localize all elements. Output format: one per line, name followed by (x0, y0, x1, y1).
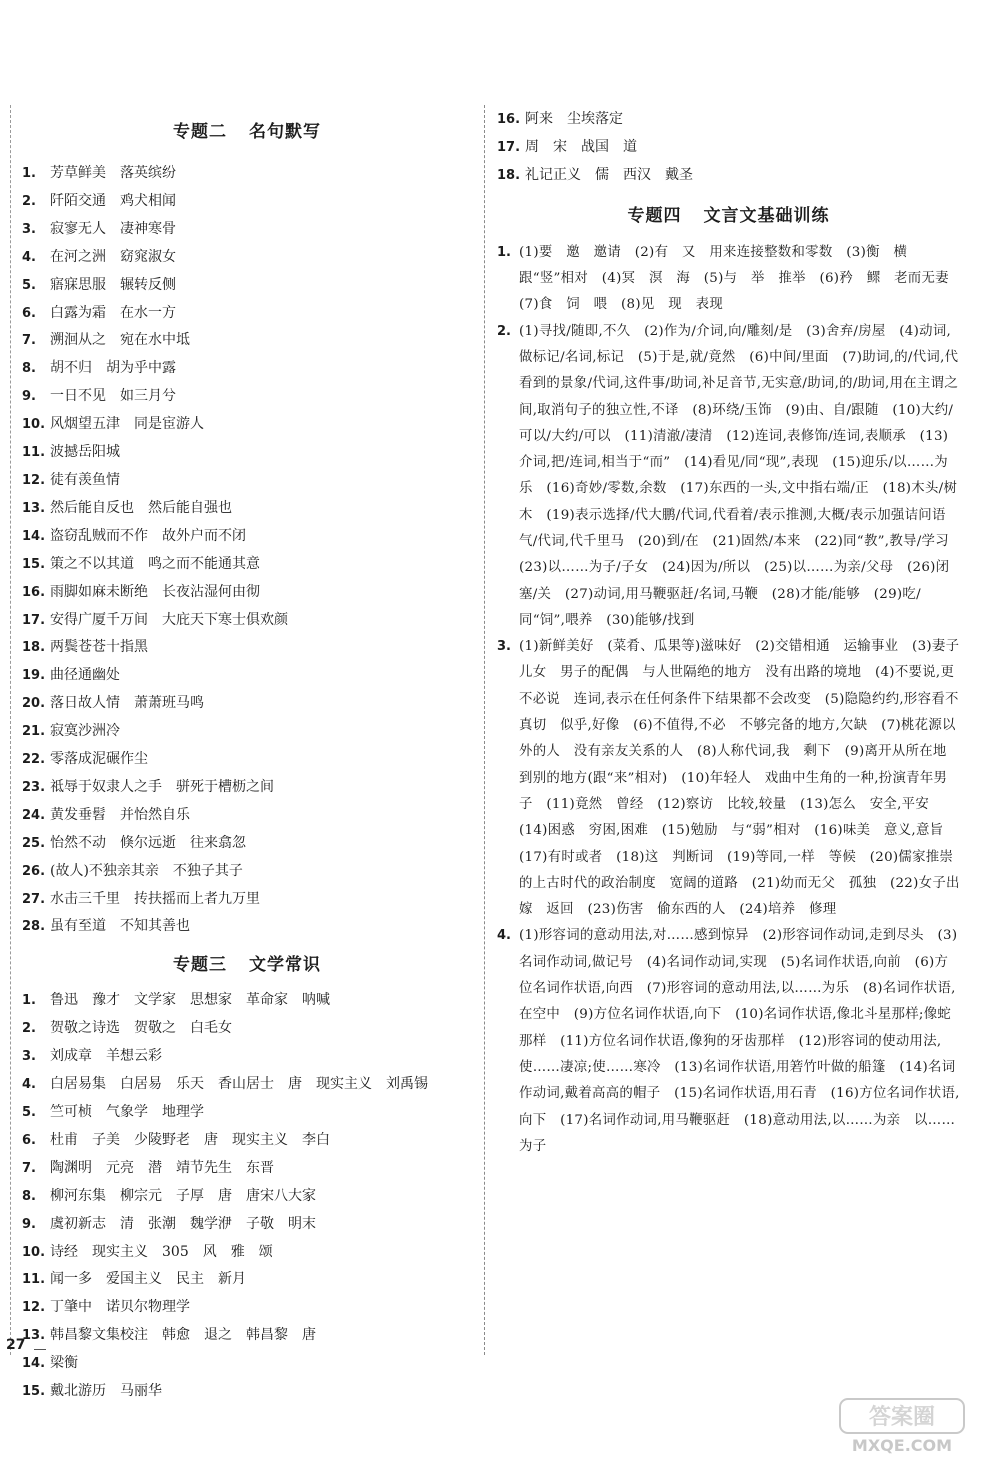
item-text: 安得广厦千万间 大庇天下寒士俱欢颜 (50, 611, 288, 628)
item-text: 芳草鲜美 落英缤纷 (50, 165, 176, 181)
list-item (22, 551, 472, 579)
list-item (22, 1015, 472, 1043)
item-number: 4. (497, 928, 511, 944)
list-item (22, 579, 472, 607)
list-item (22, 662, 472, 690)
section4-list (497, 240, 963, 1160)
item-text: 阡陌交通 鸡犬相闻 (50, 192, 176, 209)
item-text: (故人)不独亲其亲 不独子其子 (50, 862, 243, 879)
list-item (497, 106, 960, 134)
list-item (22, 1322, 472, 1350)
item-number: 1. (497, 244, 511, 260)
section2-heading (22, 112, 472, 152)
item-text: 溯洄从之 宛在水中坻 (50, 332, 190, 349)
left-margin-rule (10, 105, 11, 1355)
list-item (22, 160, 472, 188)
item-number: 11. (22, 445, 46, 461)
item-text: 波撼岳阳城 (50, 444, 120, 461)
item-number: 8. (22, 1188, 36, 1204)
item-number: 28. (22, 919, 46, 935)
section3-list-right (497, 106, 960, 190)
list-item (22, 987, 472, 1015)
item-number: 17. (497, 139, 521, 155)
item-number: 12. (22, 1300, 46, 1316)
list-item (22, 383, 472, 411)
item-number: 5. (22, 277, 36, 293)
item-text: 胡不归 胡为乎中露 (50, 360, 176, 377)
item-number: 1. (22, 993, 36, 1009)
list-item (22, 272, 472, 300)
section2-name: 名句默写 (249, 122, 321, 142)
item-number: 14. (22, 528, 46, 544)
list-item (22, 1099, 472, 1127)
item-text: 风烟望五津 同是宦游人 (50, 416, 204, 433)
item-number: 2. (22, 1021, 36, 1037)
item-text: 柳河东集 柳宗元 子厚 唐 唐宋八大家 (50, 1187, 316, 1204)
list-item (22, 774, 472, 802)
list-item (22, 1127, 472, 1155)
item-text: 丁肇中 诺贝尔物理学 (50, 1299, 190, 1316)
item-text: 祗辱于奴隶人之手 骈死于槽枥之间 (50, 778, 274, 795)
left-column (22, 0, 472, 1406)
item-number: 9. (22, 389, 36, 405)
list-item (22, 1294, 472, 1322)
item-number: 4. (22, 249, 36, 265)
section2-list (22, 160, 472, 941)
list-item (22, 1266, 472, 1294)
section3-heading (22, 945, 472, 985)
item-text: 闻一多 爱国主义 民主 新月 (50, 1271, 246, 1288)
list-item (22, 467, 472, 495)
list-item (22, 913, 472, 941)
item-text: 零落成泥碾作尘 (50, 751, 148, 768)
item-number: 11. (22, 1272, 46, 1288)
list-item (22, 607, 472, 635)
section4-heading (497, 196, 960, 236)
item-number: 3. (22, 221, 36, 237)
item-number: 1. (22, 166, 36, 181)
list-item (22, 1239, 472, 1267)
item-number: 12. (22, 472, 46, 488)
list-item (22, 1183, 472, 1211)
list-item (22, 1378, 472, 1406)
page-number-rule (34, 1349, 46, 1350)
page-number: 27 (6, 1337, 26, 1353)
list-item (22, 1155, 472, 1183)
column-divider (484, 105, 485, 1355)
list-item (497, 319, 963, 635)
list-item (22, 495, 472, 523)
item-text: 黄发垂髫 并怡然自乐 (50, 806, 190, 823)
item-number: 2. (22, 193, 36, 209)
item-number: 23. (22, 779, 46, 795)
item-text: 怡然不动 倏尔远逝 往来翕忽 (50, 834, 246, 851)
section4-label: 专题四 (627, 205, 682, 226)
item-text: 竺可桢 气象学 地理学 (50, 1104, 204, 1120)
item-number: 27. (22, 891, 46, 907)
item-text: 白居易集 白居易 乐天 香山居士 唐 现实主义 刘禹锡 (50, 1076, 428, 1093)
watermark-logo-text: 答案圈 (868, 1405, 936, 1430)
item-number: 7. (22, 333, 36, 349)
item-number: 20. (22, 696, 46, 712)
item-text: 然后能自反也 然后能自强也 (50, 499, 232, 516)
item-text: 在河之洲 窈窕淑女 (50, 248, 176, 265)
item-text: (1)寻找/随即,不久 (2)作为/介词,向/雕刻/是 (3)舍弃/房屋 (4)动词,做标记/名词,标记 (5)于是,就/竟然 (6)中间/里面 (7)助词,的/代词,代看到的景象/代词,这件事/助词,补足音节,无实意/助词,的/助词,用在主谓之间,取消句子的独立性,不译 (8)环绕/玉饰 (9)由、自/跟随 (10)大约/可以/大约/可以 (11)清澈/凄清 (12)连词,表修饰/连词,表顺承 (13)介词,把/连词,相当于“而” (14)看见/同“现”,表现 (15)迎乐/以……为乐 (16)奇妙/零数,余数 (17)东西的一头,文中指右端/正 (18)木头/树木 (19)表示选择/代大鹏/代词,代看着/表示推测,大概/表示加强诘问语气/代词,代千里马 (20)到/在 (21)固然/本来 (22)同“教”,教导/学习 (23)以……为子/子女 (24)因为/所以 (25)以……为亲/父母 (26)闭塞/关 (27)动词,用马鞭驱赶/名词,马鞭 (28)才能/能够 (29)吃/同“饲”,喂养 (30)能够/找到 (519, 323, 963, 628)
list-item (22, 439, 472, 467)
list-item (22, 1043, 472, 1071)
item-number: 18. (22, 640, 46, 656)
item-text: 虽有至道 不知其善也 (50, 918, 190, 935)
item-number: 13. (22, 1328, 46, 1344)
item-number: 15. (22, 1384, 46, 1400)
list-item (22, 746, 472, 774)
item-number: 10. (22, 1244, 46, 1260)
section4-name: 文言文基础训练 (703, 205, 830, 226)
item-text: 两鬓苍苍十指黑 (50, 639, 148, 656)
item-number: 4. (22, 1077, 36, 1093)
item-text: 寂寞沙洲冷 (50, 723, 120, 740)
item-text: 寂寥无人 凄神寒骨 (50, 220, 176, 237)
list-item (22, 216, 472, 244)
item-number: 3. (22, 1049, 36, 1065)
item-text: 戴北游历 马丽华 (50, 1383, 162, 1400)
item-text: (1)要 邀 邀请 (2)有 又 用来连接整数和零数 (3)衡 横 跟“竖”相对 (4)冥 溟 海 (5)与 举 推举 (6)矜 鳏 老而无妻 (7)食 饲 喂 (8)见 现 表现 (519, 244, 963, 313)
section2-label: 专题二 (173, 122, 227, 142)
item-number: 21. (22, 724, 46, 740)
item-number: 18. (497, 167, 521, 183)
item-text: 贺敬之诗选 贺敬之 白毛女 (50, 1020, 232, 1037)
item-text: 徒有羡鱼情 (50, 471, 120, 488)
section3-name: 文学常识 (249, 955, 321, 976)
item-number: 8. (22, 361, 36, 377)
section3-label: 专题三 (173, 955, 227, 976)
item-number: 22. (22, 752, 46, 768)
list-item (22, 327, 472, 355)
item-text: 雨脚如麻未断绝 长夜沾湿何由彻 (50, 583, 260, 600)
item-text: (1)新鲜美好 (菜肴、瓜果等)滋味好 (2)交错相通 运输事业 (3)妻子儿女 男子的配偶 与人世隔绝的地方 没有出路的境地 (4)不要说,更不必说 连词,表示在任何条件下结果都不会改变 (5)隐隐约约,形容看不真切 似乎,好像 (6)不值得,不必 不够完备的地方,欠缺 (7)桃花源以外的人 没有亲友关系的人 (8)人称代词,我 剩下 (9)离开从所在地到别的地方(跟“来”相对) (10)年轻人 戏曲中生角的一种,扮演青年男子 (11)竟然 曾经 (12)察访 比较,较量 (13)怎么 安全,平安 (14)困惑 穷困,困难 (15)勉励 与“弱”相对 (16)味美 意义,意旨 (17)有时或者 (18)这 判断词 (19)等同,一样 等候 (20)儒家推崇的上古时代的政治制度 宽阔的道路 (21)幼而无父 孤独 (22)女子出嫁 返回 (23)伤害 偷东西的人 (24)培养 修理 (519, 639, 960, 918)
item-text: 鲁迅 豫才 文学家 思想家 革命家 呐喊 (50, 992, 330, 1009)
list-item (497, 162, 960, 190)
item-text: 盗窃乱贼而不作 故外户而不闭 (50, 527, 246, 544)
item-text: 曲径通幽处 (50, 667, 120, 684)
item-number: 7. (22, 1160, 36, 1176)
item-number: 9. (22, 1216, 36, 1232)
watermark-logo (832, 1395, 972, 1455)
list-item (22, 690, 472, 718)
list-item (22, 802, 472, 830)
item-number: 15. (22, 556, 46, 572)
list-item (22, 355, 472, 383)
item-number: 2. (497, 323, 511, 339)
list-item (497, 134, 960, 162)
item-number: 24. (22, 807, 46, 823)
item-number: 19. (22, 668, 46, 684)
item-text: 虞初新志 清 张潮 魏学洢 子敬 明末 (50, 1215, 316, 1232)
item-text: 落日故人情 萧萧班马鸣 (50, 695, 204, 712)
item-text: (1)形容词的意动用法,对……感到惊异 (2)形容词作动词,走到尽头 (3)名词作动词,做记号 (4)名词作动词,实现 (5)名词作状语,向前 (6)方位名词作状语,向西 (7)形容词的意动用法,以……为乐 (8)名词作状语,在空中 (9)方位名词作状语,向下 (10)名词作状语,像北斗星那样;像蛇那样 (11)方位名词作状语,像狗的牙齿那样 (12)形容词的使动用法,使……凄凉;使……寒冷 (13)名词作状语,用箬竹叶做的船篷 (14)名词作动词,戴着高高的帽子 (15)名词作状语,用石青 (16)方位名词作状语,向下 (17)名词作动词,用马鞭驱赶 (18)意动用法,以……为亲 以……为子 (519, 928, 960, 1154)
item-number: 13. (22, 500, 46, 516)
item-number: 6. (22, 1132, 36, 1148)
item-text: 杜甫 子美 少陵野老 唐 现实主义 李白 (50, 1131, 330, 1148)
list-item (22, 188, 472, 216)
item-number: 16. (497, 112, 521, 127)
list-item (22, 830, 472, 858)
list-item (22, 244, 472, 272)
item-text: 策之不以其道 鸣之而不能通其意 (50, 555, 260, 572)
item-number: 25. (22, 835, 46, 851)
item-number: 17. (22, 612, 46, 628)
list-item (22, 1350, 472, 1378)
item-text: 韩昌黎文集校注 韩愈 退之 韩昌黎 唐 (50, 1327, 316, 1344)
right-column (497, 0, 963, 1160)
list-item (22, 1211, 472, 1239)
list-item (22, 718, 472, 746)
item-text: 陶渊明 元亮 潜 靖节先生 东晋 (50, 1159, 274, 1176)
item-number: 10. (22, 417, 46, 433)
item-text: 梁衡 (50, 1355, 78, 1372)
list-item (497, 923, 960, 1160)
list-item (22, 634, 472, 662)
list-item (22, 523, 472, 551)
item-text: 周 宋 战国 道 (525, 138, 637, 155)
item-text: 寤寐思服 辗转反侧 (50, 276, 176, 293)
item-number: 5. (22, 1105, 36, 1120)
item-number: 14. (22, 1356, 46, 1372)
list-item (497, 634, 960, 923)
item-text: 白露为霜 在水一方 (50, 304, 176, 321)
item-number: 26. (22, 863, 46, 879)
item-text: 刘成章 羊想云彩 (50, 1048, 162, 1065)
item-text: 阿来 尘埃落定 (525, 111, 623, 127)
watermark-text: MXQE.COM (851, 1436, 953, 1455)
list-item (497, 240, 963, 319)
list-item (22, 1071, 472, 1099)
list-item (22, 886, 472, 914)
list-item (22, 411, 472, 439)
item-number: 6. (22, 305, 36, 321)
item-text: 水击三千里 抟扶摇而上者九万里 (50, 890, 260, 907)
section3-list-left (22, 987, 472, 1406)
item-text: 一日不见 如三月兮 (50, 388, 176, 405)
list-item (22, 300, 472, 328)
item-number: 3. (497, 639, 511, 655)
item-text: 礼记正义 儒 西汉 戴圣 (525, 166, 693, 183)
item-text: 诗经 现实主义 305 风 雅 颂 (50, 1243, 273, 1260)
list-item (22, 858, 472, 886)
item-number: 16. (22, 584, 46, 600)
